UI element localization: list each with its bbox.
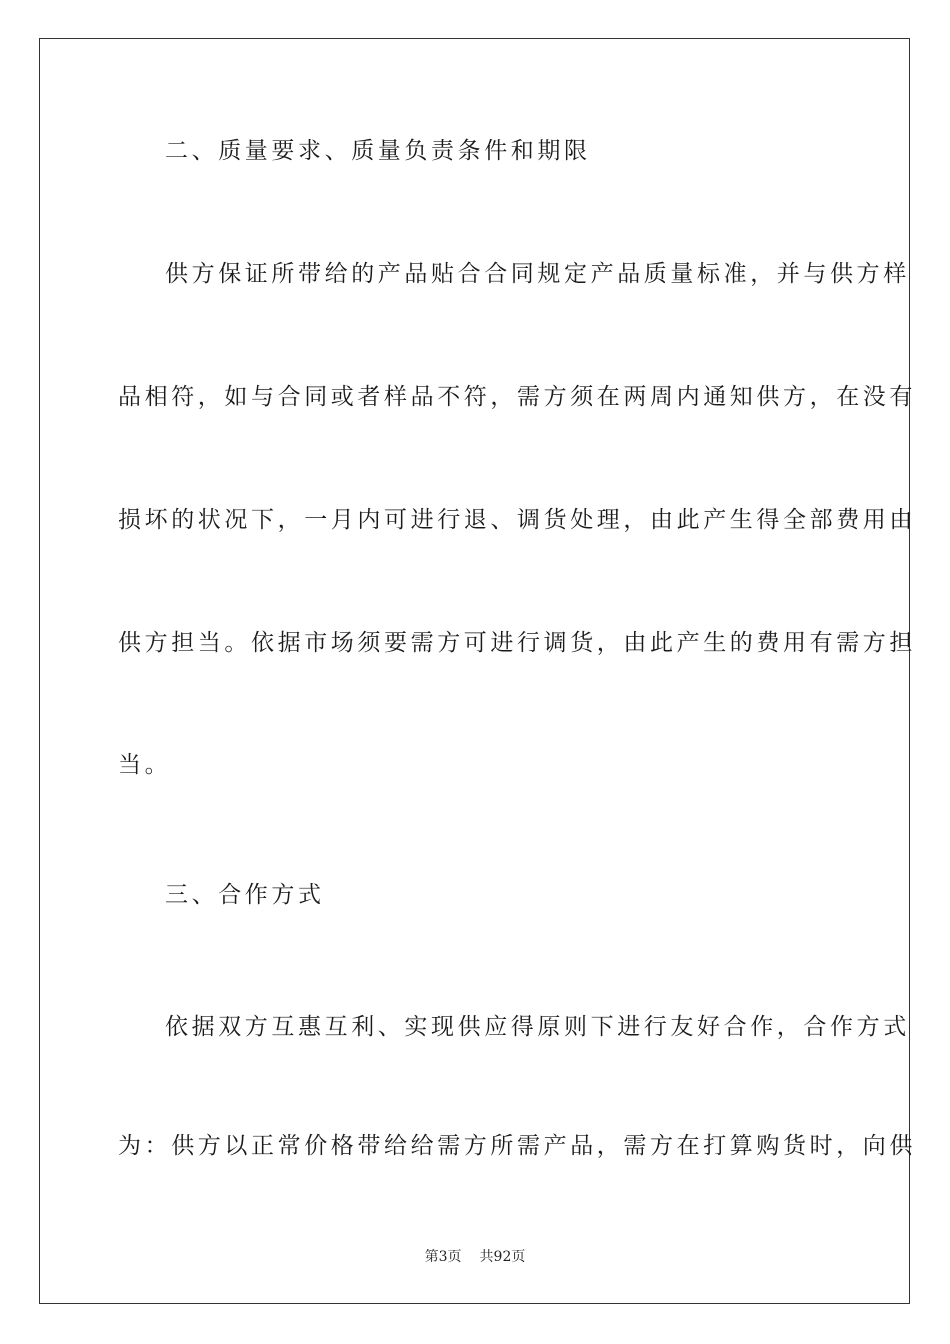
paragraph-line: 供方保证所带给的产品贴合合同规定产品质量标准，并与供方样 xyxy=(165,261,910,287)
page-footer xyxy=(0,1247,950,1267)
section-heading-quality: 二、质量要求、质量负责条件和期限 xyxy=(165,138,591,164)
page-number: 第3页 xyxy=(424,1249,462,1265)
paragraph-line: 供方担当。依据市场须要需方可进行调货，由此产生的费用有需方担 xyxy=(118,630,916,656)
paragraph-line: 品相符，如与合同或者样品不符，需方须在两周内通知供方，在没有 xyxy=(118,384,916,410)
page-border xyxy=(39,38,910,1304)
paragraph-line: 当。 xyxy=(118,752,172,778)
paragraph-line: 为：供方以正常价格带给给需方所需产品，需方在打算购货时，向供 xyxy=(118,1133,916,1159)
page-total: 共92页 xyxy=(479,1249,526,1265)
paragraph-line: 损坏的状况下，一月内可进行退、调货处理，由此产生得全部费用由 xyxy=(118,507,916,533)
paragraph-line: 依据双方互惠互利、实现供应得原则下进行友好合作，合作方式 xyxy=(165,1014,910,1040)
section-heading-cooperation: 三、合作方式 xyxy=(165,882,325,908)
